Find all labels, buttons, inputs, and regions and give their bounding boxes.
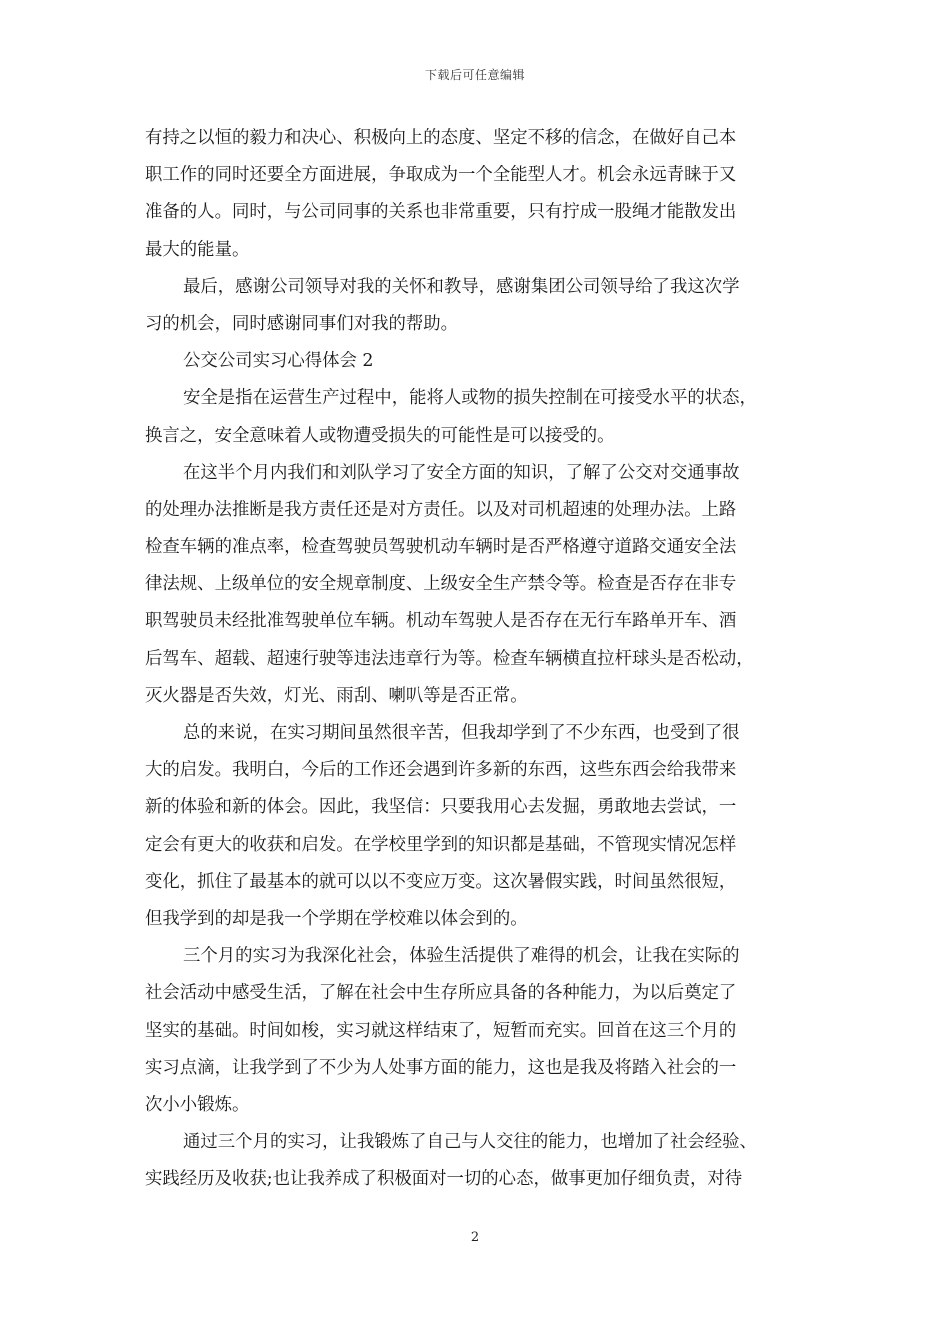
text-line: 换言之，安全意味着人或物遭受损失的可能性是可以接受的。 <box>145 425 615 446</box>
text-line: 总的来说，在实习期间虽然很辛苦，但我却学到了不少东西，也受到了很 <box>183 723 740 743</box>
text-line: 最后，感谢公司领导对我的关怀和教导，感谢集团公司领导给了我这次学 <box>183 276 740 297</box>
text-line: 最大的能量。 <box>145 239 250 260</box>
page-header: 下载后可任意编辑 <box>424 68 525 82</box>
text-line: 有持之以恒的毅力和决心、积极向上的态度、坚定不移的信念，在做好自己本 <box>145 128 737 148</box>
text-line: 律法规、上级单位的安全规章制度、上级安全生产禁令等。检查是否存在非专 <box>145 574 737 595</box>
text-line: 安全是指在运营生产过程中，能将人或物的损失控制在可接受水平的状态， <box>183 388 757 409</box>
text-line: 习的机会，同时感谢同事们对我的帮助。 <box>145 313 459 334</box>
text-line: 职工作的同时还要全方面进展，争取成为一个全能型人才。机会永远青睐于又 <box>145 165 737 186</box>
text-line: 在这半个月内我们和刘队学习了安全方面的知识，了解了公交对交通事故 <box>183 462 740 483</box>
text-line: 新的体验和新的体会。因此，我坚信：只要我用心去发掘，勇敢地去尝试，一 <box>145 797 737 818</box>
text-line: 的处理办法推断是我方责任还是对方责任。以及对司机超速的处理办法。上路 <box>145 499 737 520</box>
text-line: 灭火器是否失效，灯光、雨刮、喇叭等是否正常。 <box>145 685 528 706</box>
text-line: 坚实的基础。时间如梭，实习就这样结束了，短暂而充实。回首在这三个月的 <box>145 1020 737 1041</box>
text-line: 定会有更大的收获和启发。在学校里学到的知识都是基础，不管现实情况怎样 <box>145 834 737 855</box>
text-line: 但我学到的却是我一个学期在学校难以体会到的。 <box>145 908 528 929</box>
text-line: 准备的人。同时，与公司同事的关系也非常重要，只有拧成一股绳才能散发出 <box>145 202 737 223</box>
text-line: 后驾车、超载、超速行驶等违法违章行为等。检查车辆横直拉杆球头是否松动， <box>145 648 754 669</box>
text-line: 通过三个月的实习，让我锻炼了自己与人交往的能力，也增加了社会经验、 <box>183 1132 757 1153</box>
page-number: 2 <box>470 1230 480 1245</box>
section-heading: 公交公司实习心得体会 2 <box>183 351 374 372</box>
text-line: 职驾驶员未经批准驾驶单位车辆。机动车驾驶人是否存在无行车路单开车、酒 <box>145 611 737 632</box>
text-line: 次小小锻炼。 <box>145 1094 250 1115</box>
text-line: 实践经历及收获;也让我养成了积极面对一切的心态，做事更加仔细负责，对待 <box>145 1169 743 1190</box>
text-line: 大的启发。我明白，今后的工作还会遇到许多新的东西，这些东西会给我带来 <box>145 760 737 781</box>
text-line: 变化，抓住了最基本的就可以以不变应万变。这次暑假实践，时间虽然很短， <box>145 871 737 892</box>
text-line: 实习点滴，让我学到了不少为人处事方面的能力，这也是我及将踏入社会的一 <box>145 1057 737 1078</box>
text-line: 检查车辆的准点率，检查驾驶员驾驶机动车辆时是否严格遵守道路交通安全法 <box>145 537 737 558</box>
text-line: 社会活动中感受生活，了解在社会中生存所应具备的各种能力，为以后奠定了 <box>145 983 737 1004</box>
text-line: 三个月的实习为我深化社会，体验生活提供了难得的机会，让我在实际的 <box>183 946 740 967</box>
document-body <box>145 120 810 1198</box>
